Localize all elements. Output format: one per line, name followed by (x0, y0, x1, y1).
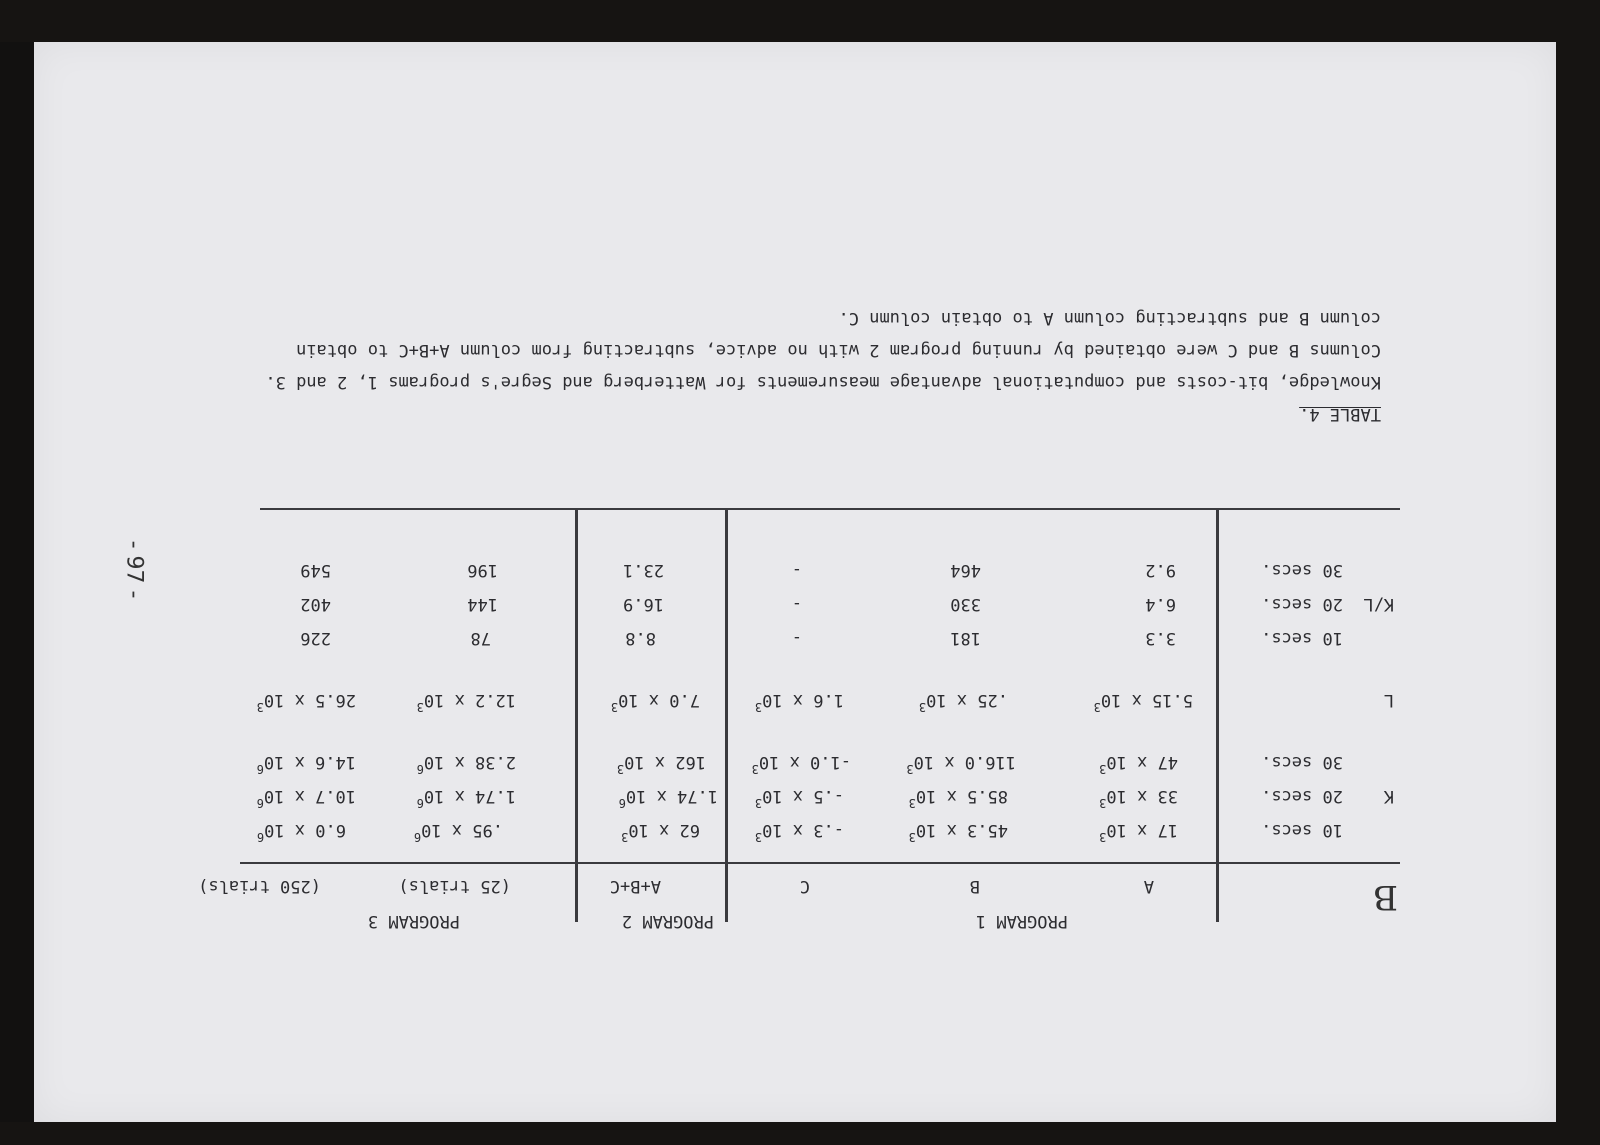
k-20-c: -.5 x $10^3$ (754, 786, 844, 810)
divider-program-1-2 (725, 510, 728, 922)
k-30-p2: 2.38 x $10^6$ (416, 752, 516, 776)
k-20-abc: 1.74 x $10^6$ (618, 786, 718, 810)
kl-10-c: - (791, 628, 802, 648)
rotated-content (34, 42, 1556, 1122)
k-10-c: -.3 x $10^3$ (754, 820, 844, 844)
kl-20-a: 6.4 (1145, 594, 1176, 614)
time-label: 10 secs. (1261, 628, 1343, 648)
header-trials-250: (250 trials) (198, 876, 321, 896)
l-a: 5.15 x $10^3$ (1093, 690, 1193, 714)
k-20-p3: 10.7 x $10^6$ (256, 786, 356, 810)
kl-30-a: 9.2 (1145, 560, 1176, 580)
caption-line: Columns B and C were obtained by running program 2 with no advice, subtracting from column A+B+C to obtain (296, 340, 1381, 360)
l-p3: 26.5 x $10^3$ (256, 690, 356, 714)
kl-10-abc: 8.8 (625, 628, 656, 648)
kl-10-p3: 226 (300, 628, 331, 648)
kl-10-b: 181 (950, 628, 981, 648)
header-trials-25: (25 trials) (398, 876, 511, 896)
caption-line: column B and subtracting column A to obtain column C. (838, 308, 1381, 328)
kl-20-b: 330 (950, 594, 981, 614)
l-abc: 7.0 x $10^3$ (610, 690, 700, 714)
k-30-abc: 162 x $10^3$ (616, 752, 706, 776)
time-label: 20 secs. (1261, 786, 1343, 806)
k-10-b: 45.3 x $10^3$ (908, 820, 1008, 844)
kl-30-c: - (791, 560, 802, 580)
bottom-rule (260, 508, 1400, 510)
kl-10-p2: 78 (470, 628, 491, 648)
kl-30-p3: 549 (300, 560, 331, 580)
kl-10-a: 3.3 (1145, 628, 1176, 648)
divider-stub-col (1216, 510, 1219, 922)
k-20-a: 33 x $10^3$ (1099, 786, 1178, 810)
table-caption (221, 302, 1381, 430)
k-30-p3: 14.6 x $10^6$ (256, 752, 356, 776)
header-col-c: C (799, 876, 810, 896)
time-label: 20 secs. (1261, 594, 1343, 614)
kl-20-p2: 144 (467, 594, 498, 614)
header-rule (240, 862, 1400, 864)
k-10-p2: .95 x $10^6$ (413, 820, 503, 844)
l-p2: 12.2 x $10^3$ (416, 690, 516, 714)
header-program-2: PROGRAM 2 (621, 911, 714, 931)
row-group-l: L (1383, 690, 1394, 710)
header-program-3: PROGRAM 3 (367, 911, 460, 931)
kl-30-abc: 23.1 (623, 560, 664, 580)
k-30-b: 116.0 x $10^3$ (906, 752, 1016, 776)
k-20-p2: 1.74 x $10^6$ (416, 786, 516, 810)
header-col-b: B (969, 876, 980, 896)
header-col-a: A (1143, 876, 1154, 896)
kl-30-p2: 196 (467, 560, 498, 580)
page-number: - 97 - (121, 540, 147, 599)
header-program-1: PROGRAM 1 (975, 911, 1068, 931)
k-30-c: -1.0 x $10^3$ (751, 752, 851, 776)
time-label: 10 secs. (1261, 820, 1343, 840)
time-label: 30 secs. (1261, 560, 1343, 580)
k-30-a: 47 x $10^3$ (1099, 752, 1178, 776)
header-col-abc: A+B+C (609, 876, 661, 896)
caption-line: Knowledge, bit-costs and computational advantage measurements for Watterberg and Segre's programs 1, 2 and 3. (265, 372, 1381, 392)
l-c: 1.6 x $10^3$ (754, 690, 844, 714)
divider-program-2-3 (575, 510, 578, 922)
row-group-kl: K/L (1363, 594, 1394, 614)
k-10-a: 17 x $10^3$ (1099, 820, 1178, 844)
row-group-k: K (1383, 786, 1394, 806)
kl-20-abc: 16.9 (623, 594, 664, 614)
kl-20-c: - (791, 594, 802, 614)
l-b: .25 x $10^3$ (918, 690, 1008, 714)
document-page (34, 42, 1556, 1122)
scanner-edge (0, 42, 34, 1122)
time-label: 30 secs. (1261, 752, 1343, 772)
kl-20-p3: 402 (300, 594, 331, 614)
corner-mark: B (1373, 877, 1398, 917)
k-10-abc: 62 x $10^3$ (621, 820, 700, 844)
k-10-p3: 6.0 x $10^6$ (256, 820, 346, 844)
caption-label: TABLE 4. (1299, 404, 1381, 424)
kl-30-b: 464 (950, 560, 981, 580)
k-20-b: 85.5 x $10^3$ (908, 786, 1008, 810)
